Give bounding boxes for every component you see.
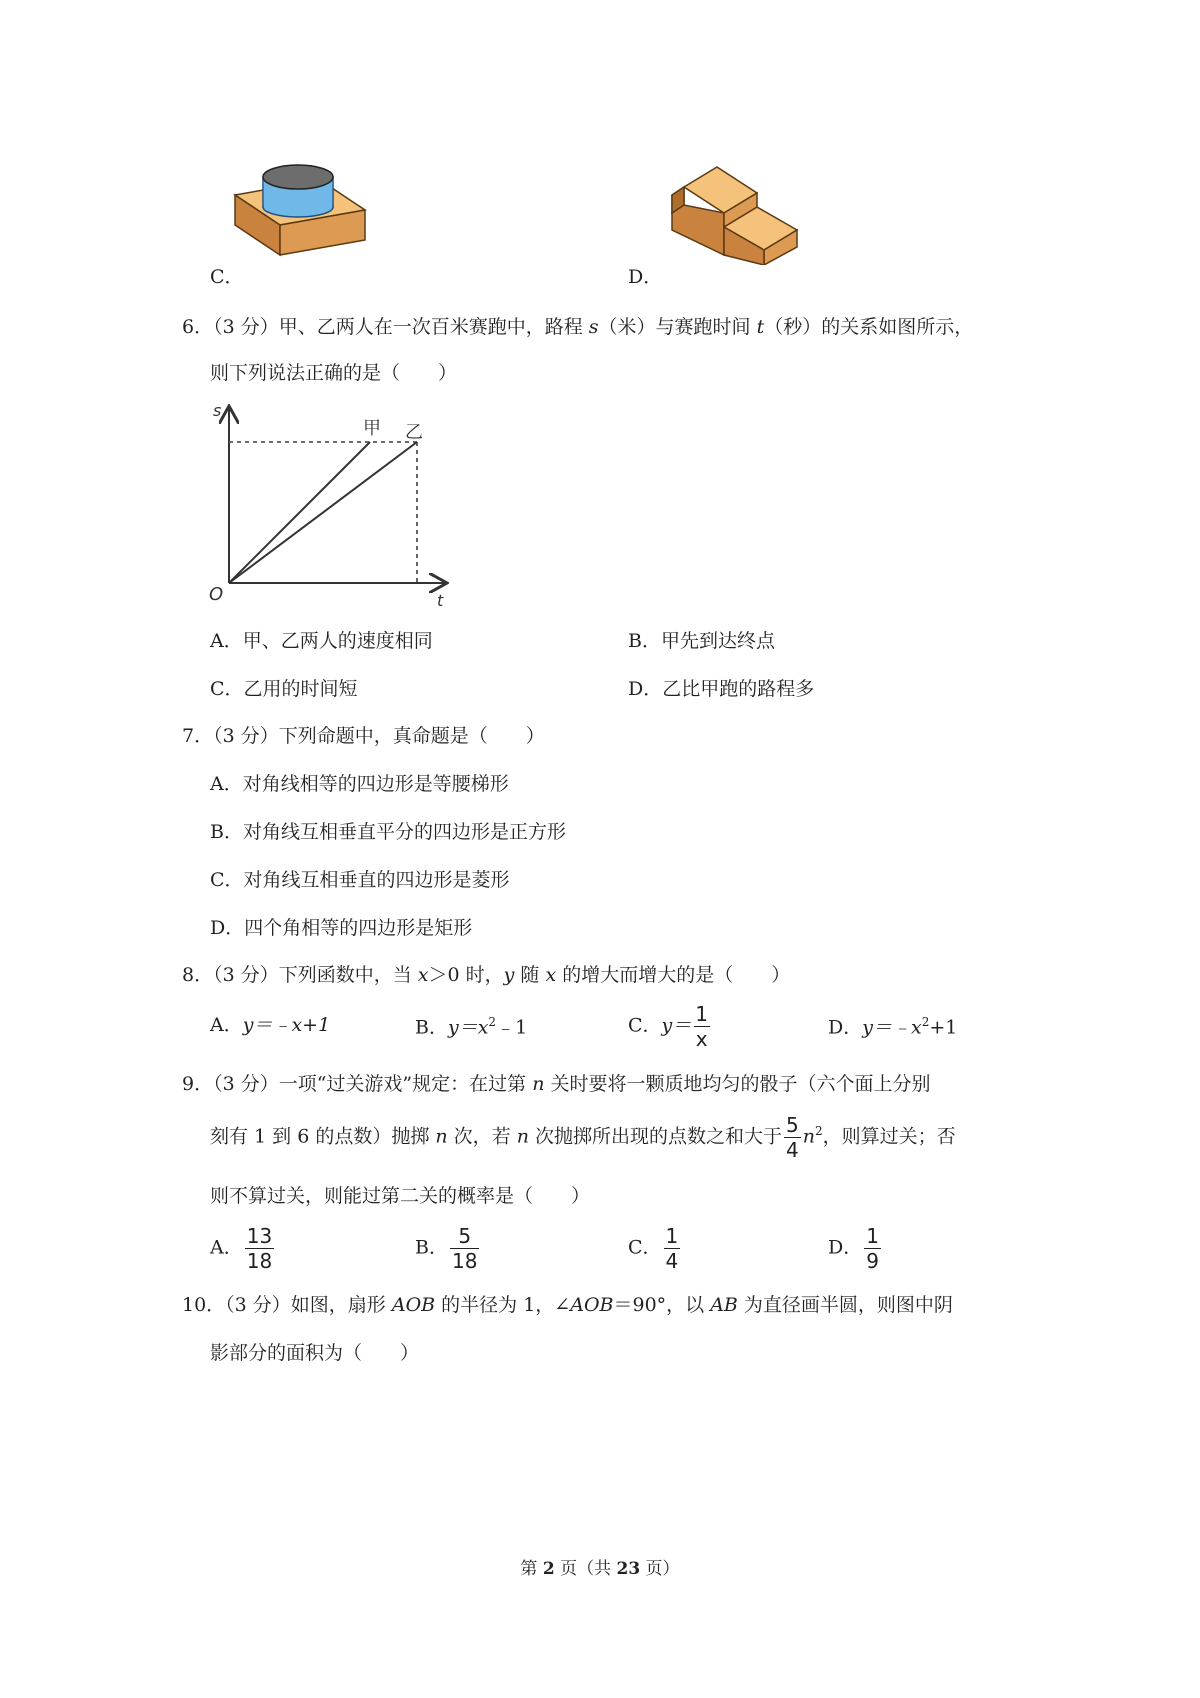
fraction-five-fourths: $\frac{5}{4}$	[786, 1113, 799, 1162]
q8-option-a: A．y＝﹣x+1	[210, 1014, 331, 1036]
q7-option-b: B．对角线互相垂直平分的四边形是正方形	[210, 821, 566, 843]
q5-option-c-image	[225, 155, 370, 270]
q6-option-c: C．乙用的时间短	[210, 678, 358, 700]
q9-option-d: D． $\frac{1}{9}$	[828, 1224, 879, 1273]
q9-stem-line2: 刻有 1 到 6 的点数）抛掷 n 次，若 n 次抛掷所出现的点数之和大于 $\frac{5}{4}$ $n^2$，则算过关；否	[210, 1113, 956, 1162]
q5-option-d-image	[662, 155, 812, 270]
q5-option-d-label: D．	[628, 266, 663, 288]
q8-option-d: D．$y=﹣x^2+1$	[828, 1015, 958, 1039]
q8-option-b: B．$y=x^2﹣1$	[415, 1015, 528, 1039]
q7-option-d: D．四个角相等的四边形是矩形	[210, 917, 473, 939]
q6-graph	[205, 400, 455, 615]
y-axis-label: s	[213, 401, 222, 420]
block-with-cylinder-icon	[225, 155, 370, 265]
q6-option-d: D．乙比甲跑的路程多	[628, 678, 815, 700]
q10-stem-line1: 10．（3 分）如图，扇形 AOB 的半径为 1，∠AOB＝90°，以 AB 为直径画半圆，则图中阴	[182, 1294, 953, 1316]
q6-option-b: B．甲先到达终点	[628, 630, 775, 652]
q9-stem-line3: 则不算过关，则能过第二关的概率是（ ）	[210, 1185, 591, 1207]
q9-option-c: C． $\frac{1}{4}$	[628, 1224, 679, 1273]
jia-label: 甲	[363, 418, 381, 439]
q9-option-a: A． $\frac{13}{18}$	[210, 1224, 273, 1273]
q7-option-c: C．对角线互相垂直的四边形是菱形	[210, 869, 510, 891]
q6-stem-line1: 6．（3 分）甲、乙两人在一次百米赛跑中，路程 s（米）与赛跑时间 t（秒）的关系如图所示，	[182, 316, 974, 338]
q10-stem-line2: 影部分的面积为（ ）	[210, 1342, 420, 1364]
page-footer: 第 2 页（共 23 页）	[520, 1559, 680, 1579]
origin-label: O	[209, 584, 224, 605]
q7-stem: 7．（3 分）下列命题中，真命题是（ ）	[182, 725, 545, 747]
fraction-one-over-x: $\frac{1}{x}$	[695, 1002, 709, 1051]
line-jia	[229, 442, 370, 583]
q9-option-b: B． $\frac{5}{18}$	[415, 1224, 478, 1273]
q6-stem-line2: 则下列说法正确的是（ ）	[210, 362, 458, 384]
yi-label: 乙	[405, 422, 423, 443]
q8-option-c: C．y＝ $\frac{1}{x}$	[628, 1002, 709, 1051]
stepped-block-icon	[662, 155, 812, 265]
q7-option-a: A．对角线相等的四边形是等腰梯形	[210, 773, 509, 795]
q9-stem-line1: 9．（3 分）一项“过关游戏”规定：在过第 n 关时要将一颗质地均匀的骰子（六个面上分别	[182, 1073, 931, 1095]
q5-option-c-label: C．	[210, 266, 244, 288]
q6-option-a: A．甲、乙两人的速度相同	[210, 630, 433, 652]
line-yi	[229, 442, 417, 583]
x-axis-label: t	[437, 591, 444, 610]
q8-stem: 8．（3 分）下列函数中，当 x＞0 时，y 随 x 的增大而增大的是（ ）	[182, 964, 791, 986]
